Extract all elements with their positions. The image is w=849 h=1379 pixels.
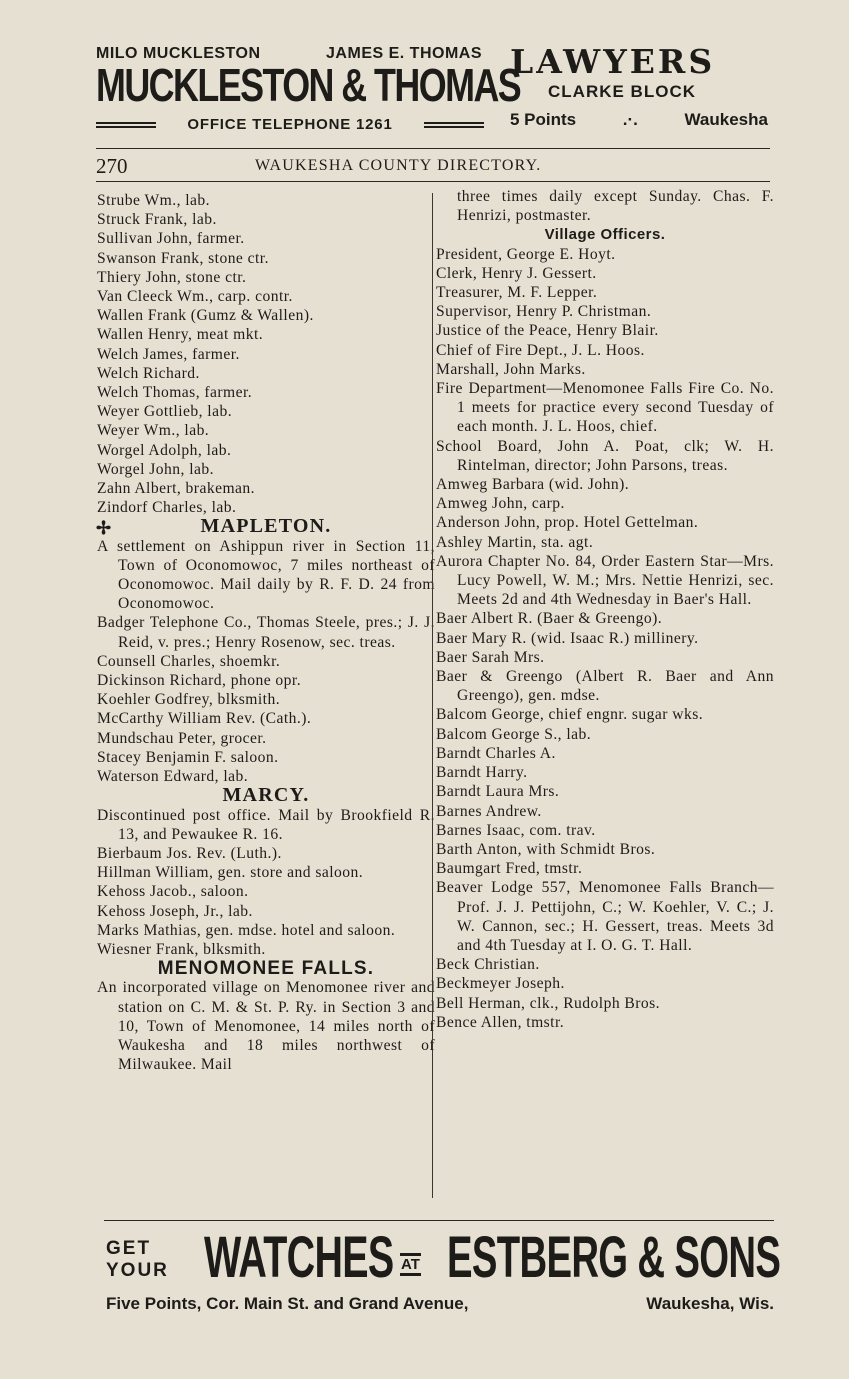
directory-entry: Worgel Adolph, lab. — [97, 441, 232, 459]
directory-entry: Baer & Greengo (Albert R. Baer and Ann Greengo), gen. mdse. — [436, 668, 774, 705]
lawyer-advertisement — [0, 0, 849, 145]
directory-entry: Wallen Frank (Gumz & Wallen). — [97, 307, 314, 325]
column-divider — [432, 193, 433, 1198]
directory-entry: A settlement on Ashippun river in Section 11, Town of Oconomowoc, 7 miles northeast of Oconomowoc. Mail daily by R. F. D. 24 from Oconomowoc. — [97, 537, 435, 613]
directory-entry: Van Cleeck Wm., carp. contr. — [97, 288, 293, 306]
cross-mark-icon: ✢ — [96, 518, 112, 538]
firm-name: MUCKLESTON & THOMAS — [96, 59, 521, 111]
directory-entry: Barndt Laura Mrs. — [436, 783, 560, 801]
section-heading: MAPLETON. — [200, 515, 332, 538]
directory-entry: Fire Department—Menomonee Falls Fire Co. No. 1 meets for practice every second Tuesday of each month. J. L. Hoos, chief. — [436, 380, 774, 436]
directory-entry: Welch James, farmer. — [97, 345, 240, 363]
office-points: 5 Points — [510, 110, 577, 129]
jeweler-company-name: ESTBERG & SONS — [447, 1225, 781, 1290]
at-word: AT — [400, 1253, 421, 1276]
directory-entry: School Board, John A. Poat, clk; W. H. Rintelman, director; John Parsons, treas. — [436, 437, 774, 474]
your-word: YOUR — [106, 1260, 169, 1281]
directory-entry: Wiesner Frank, blksmith. — [97, 940, 266, 958]
directory-entry: Kehoss Jacob., saloon. — [97, 883, 249, 901]
jeweler-address — [106, 1294, 774, 1314]
directory-entry: Barth Anton, with Schmidt Bros. — [436, 840, 656, 858]
get-your-text — [106, 1238, 169, 1282]
directory-entry: Wallen Henry, meat mkt. — [97, 326, 264, 344]
directory-entry: Marks Mathias, gen. mdse. hotel and saloon. — [97, 921, 396, 939]
directory-entry: Bierbaum Jos. Rev. (Luth.). — [97, 844, 282, 862]
directory-entry: Bell Herman, clk., Rudolph Bros. — [436, 994, 661, 1012]
office-city: Waukesha — [684, 110, 768, 129]
directory-entry: Baer Albert R. (Baer & Greengo). — [436, 610, 663, 628]
office-block: CLARKE BLOCK — [548, 82, 696, 101]
ornament-rule-right — [424, 122, 484, 128]
directory-entry: Baer Mary R. (wid. Isaac R.) millinery. — [436, 629, 699, 647]
directory-entry: Weyer Gottlieb, lab. — [97, 403, 233, 421]
directory-entry: Waterson Edward, lab. — [97, 768, 249, 786]
directory-entry: Stacey Benjamin F. saloon. — [97, 748, 279, 766]
directory-entry: Baumgart Fred, tmstr. — [436, 860, 583, 878]
office-telephone-text: OFFICE TELEPHONE 1261 — [187, 116, 393, 133]
right-column — [436, 187, 774, 1032]
directory-entry: Barndt Charles A. — [436, 744, 556, 762]
directory-entry: Swanson Frank, stone ctr. — [97, 249, 269, 267]
directory-entry: President, George E. Hoyt. — [436, 245, 616, 263]
directory-entry: Barndt Harry. — [436, 764, 528, 782]
directory-entry: Mundschau Peter, grocer. — [97, 729, 267, 747]
directory-entry: Chief of Fire Dept., J. L. Hoos. — [436, 341, 645, 359]
directory-entry: Beckmeyer Joseph. — [436, 975, 565, 993]
header-rule-bottom — [96, 181, 770, 182]
directory-entry: Balcom George S., lab. — [436, 725, 592, 743]
directory-entry: Koehler Godfrey, blksmith. — [97, 691, 281, 709]
directory-entry: Ashley Martin, sta. agt. — [436, 533, 594, 551]
location-separator: .·. — [622, 110, 638, 129]
directory-entry: Supervisor, Henry P. Christman. — [436, 303, 652, 321]
directory-entry: Aurora Chapter No. 84, Order Eastern Star—Mrs. Lucy Powell, W. M.; Mrs. Nettie Henrizi, sec. Meets 2d and 4th Wednesday in Baer's Hall. — [436, 552, 774, 609]
directory-entry: Kehoss Joseph, Jr., lab. — [97, 902, 253, 920]
directory-entry: Marshall, John Marks. — [436, 360, 586, 378]
jeweler-street: Five Points, Cor. Main St. and Grand Avenue, — [106, 1294, 469, 1313]
directory-entry: Weyer Wm., lab. — [97, 422, 210, 440]
profession-title: LAWYERS — [510, 42, 716, 81]
continued-entry: three times daily except Sunday. Chas. F. Henrizi, postmaster. — [457, 188, 774, 225]
directory-entry: Balcom George, chief engnr. sugar wks. — [436, 706, 704, 724]
directory-entry: Treasurer, M. F. Lepper. — [436, 284, 598, 302]
office-location — [510, 110, 768, 130]
footer-rule — [104, 1220, 774, 1221]
directory-entry: An incorporated village on Menomonee river and station on C. M. & St. P. Ry. in Section 3 and 10, Town of Menomonee, 14 miles north of Waukesha and 18 miles northwest of Milwaukee. Mail — [97, 979, 435, 1074]
directory-entry: Clerk, Henry J. Gessert. — [436, 264, 597, 282]
ornament-rule-left — [96, 122, 156, 128]
directory-entry: Beaver Lodge 557, Menomonee Falls Branch—Prof. J. J. Pettijohn, C.; W. Koehler, V. C.; J. W. Cannon, sec.; H. Gessert, treas. Meets 3d and 4th Tuesday at I. O. G. T. Hall. — [436, 879, 774, 954]
directory-entry: Thiery John, stone ctr. — [97, 268, 247, 286]
directory-entry: Welch Thomas, farmer. — [97, 384, 253, 402]
directory-entry: Beck Christian. — [436, 956, 540, 974]
subsection-heading: Village Officers. — [544, 226, 666, 244]
directory-entry: Zindorf Charles, lab. — [97, 499, 237, 517]
directory-entry: Strube Wm., lab. — [97, 192, 211, 209]
directory-entry: McCarthy William Rev. (Cath.). — [97, 710, 312, 728]
page-number: 270 — [96, 154, 128, 178]
running-head: WAUKESHA COUNTY DIRECTORY. — [255, 157, 542, 174]
directory-entry: Sullivan John, farmer. — [97, 230, 245, 248]
directory-entry: Dickinson Richard, phone opr. — [97, 672, 302, 690]
directory-entry: Justice of the Peace, Henry Blair. — [436, 322, 659, 340]
office-telephone — [96, 116, 484, 133]
left-column — [97, 191, 435, 1074]
section-heading: MARCY. — [222, 784, 310, 807]
directory-entry: Barnes Andrew. — [436, 802, 542, 820]
directory-entry: Bence Allen, tmstr. — [436, 1013, 565, 1031]
directory-entry: Discontinued post office. Mail by Brookfield R. 13, and Pewaukee R. 16. — [97, 806, 435, 843]
partner-name-1: MILO MUCKLESTON — [96, 45, 261, 62]
directory-entry: Baer Sarah Mrs. — [436, 648, 545, 666]
jeweler-advertisement — [104, 1225, 781, 1336]
directory-entry: Worgel John, lab. — [97, 460, 214, 478]
directory-entry: Amweg John, carp. — [436, 495, 565, 513]
directory-entry: Badger Telephone Co., Thomas Steele, pres.; J. J. Reid, v. pres.; Henry Rosenow, sec. treas. — [97, 614, 435, 651]
directory-entry: Anderson John, prop. Hotel Gettelman. — [436, 514, 699, 532]
jeweler-city: Waukesha, Wis. — [646, 1294, 774, 1313]
directory-entry: Amweg Barbara (wid. John). — [436, 476, 630, 494]
directory-entry: Welch Richard. — [97, 364, 200, 382]
directory-entry: Hillman William, gen. store and saloon. — [97, 864, 364, 882]
directory-entry: Struck Frank, lab. — [97, 211, 217, 229]
watches-word: WATCHES — [204, 1225, 394, 1290]
directory-entry: Counsell Charles, shoemkr. — [97, 652, 281, 670]
section-heading: MENOMONEE FALLS. — [157, 958, 375, 980]
get-word: GET — [106, 1238, 152, 1259]
directory-entry: Zahn Albert, brakeman. — [97, 480, 255, 498]
partner-name-2: JAMES E. THOMAS — [326, 45, 482, 62]
directory-entry: Barnes Isaac, com. trav. — [436, 821, 596, 839]
header-rule-top — [96, 148, 770, 149]
